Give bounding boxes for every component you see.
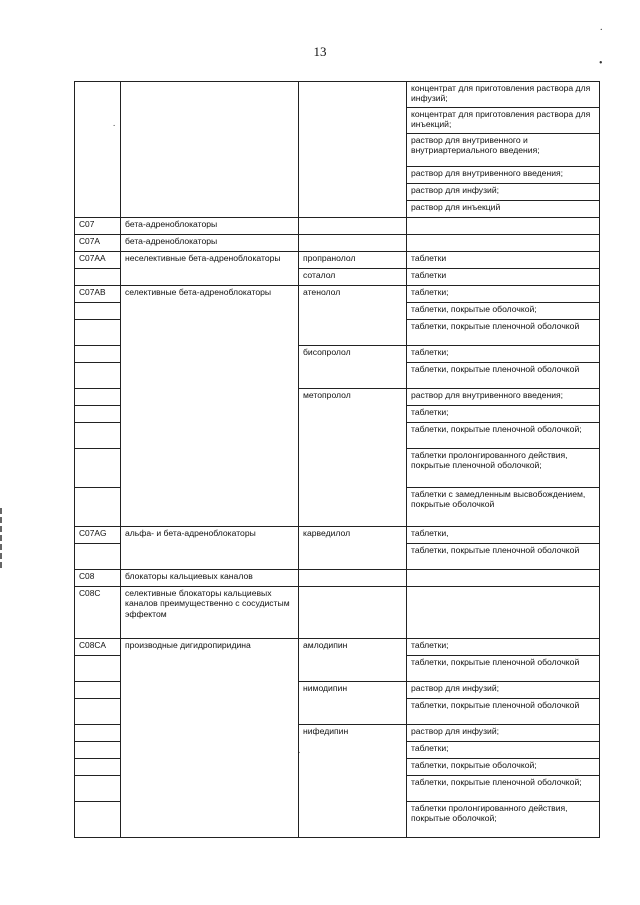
form-cell: таблетки, покрытые пленочной оболочкой [407, 544, 600, 570]
drug-classification-table [74, 81, 600, 838]
inn-cell [299, 587, 407, 639]
form-cell: таблетки, покрытые пленочной оболочкой; [407, 776, 600, 802]
stray-dot: . [298, 745, 301, 755]
form-cell: раствор для инъекций [407, 201, 600, 218]
name-cell: селективные блокаторы кальциевых каналов преимущественно с сосудистым эффектом [121, 587, 299, 639]
inn-cell: амлодипин [299, 639, 407, 682]
code-cell: C07AB [75, 286, 121, 303]
code-cell [75, 82, 121, 218]
form-cell: таблетки, покрытые пленочной оболочкой [407, 656, 600, 682]
scan-mark: • [599, 58, 603, 69]
inn-cell: пропранолол [299, 252, 407, 269]
table-row [75, 235, 600, 252]
inn-cell: карведилол [299, 527, 407, 570]
inn-cell: атенолол [299, 286, 407, 346]
form-cell: раствор для инфузий; [407, 725, 600, 742]
code-cell [75, 776, 121, 802]
form-cell: таблетки; [407, 639, 600, 656]
code-cell [75, 656, 121, 682]
code-cell: C07A [75, 235, 121, 252]
form-cell: таблетки [407, 269, 600, 286]
form-cell: таблетки, [407, 527, 600, 544]
code-cell [75, 699, 121, 725]
code-cell [75, 346, 121, 363]
inn-cell [299, 235, 407, 252]
code-cell [75, 488, 121, 527]
form-cell: таблетки пролонгированного действия, покрытые пленочной оболочкой; [407, 449, 600, 488]
code-cell [75, 303, 121, 320]
form-cell [407, 587, 600, 639]
form-cell: таблетки; [407, 286, 600, 303]
code-cell [75, 544, 121, 570]
code-cell: C08 [75, 570, 121, 587]
form-cell: раствор для инфузий; [407, 682, 600, 699]
form-cell: таблетки, покрытые оболочкой; [407, 303, 600, 320]
form-cell: таблетки, покрытые пленочной оболочкой [407, 320, 600, 346]
code-cell [75, 725, 121, 742]
form-cell: таблетки; [407, 406, 600, 423]
form-cell: таблетки, покрытые пленочной оболочкой; [407, 423, 600, 449]
stray-dot: . [113, 118, 116, 128]
name-cell: бета-адреноблокаторы [121, 235, 299, 252]
form-cell: таблетки пролонгированного действия, покрытые оболочкой; [407, 802, 600, 838]
table-row [75, 587, 600, 639]
table-row [75, 82, 600, 108]
form-cell [407, 235, 600, 252]
table-row [75, 286, 600, 303]
table-body [75, 82, 600, 838]
form-cell: таблетки [407, 252, 600, 269]
code-cell [75, 269, 121, 286]
code-cell [75, 406, 121, 423]
code-cell [75, 759, 121, 776]
table-row [75, 527, 600, 544]
form-cell: таблетки с замедленным высвобождением, покрытые оболочкой [407, 488, 600, 527]
form-cell: раствор для внутривенного и внутриартериального введения; [407, 134, 600, 167]
name-cell: производные дигидропиридина [121, 639, 299, 838]
code-cell: C07 [75, 218, 121, 235]
name-cell [121, 82, 299, 218]
code-cell [75, 802, 121, 838]
page-number: 13 [313, 44, 327, 59]
table-row [75, 639, 600, 656]
form-cell [407, 570, 600, 587]
form-cell [407, 218, 600, 235]
scan-mark: . [600, 22, 603, 33]
code-cell [75, 449, 121, 488]
form-cell: концентрат для приготовления раствора для инфузий; [407, 82, 600, 108]
code-cell [75, 682, 121, 699]
form-cell: таблетки, покрытые оболочкой; [407, 759, 600, 776]
form-cell: раствор для внутривенного введения; [407, 167, 600, 184]
name-cell: селективные бета-адреноблокаторы [121, 286, 299, 527]
scan-edge-artifact [0, 508, 2, 568]
name-cell: бета-адреноблокаторы [121, 218, 299, 235]
code-cell [75, 320, 121, 346]
inn-cell: бисопролол [299, 346, 407, 389]
code-cell [75, 423, 121, 449]
form-cell: таблетки, покрытые пленочной оболочкой [407, 363, 600, 389]
inn-cell [299, 218, 407, 235]
code-cell [75, 742, 121, 759]
inn-cell: нимодипин [299, 682, 407, 725]
inn-cell: нифедипин [299, 725, 407, 838]
code-cell: C08C [75, 587, 121, 639]
form-cell: концентрат для приготовления раствора для инъекций; [407, 108, 600, 134]
inn-cell: соталол [299, 269, 407, 286]
name-cell: неселективные бета-адреноблокаторы [121, 252, 299, 286]
table-row [75, 570, 600, 587]
code-cell [75, 363, 121, 389]
form-cell: раствор для инфузий; [407, 184, 600, 201]
form-cell: таблетки; [407, 346, 600, 363]
code-cell: C07AG [75, 527, 121, 544]
inn-cell: метопролол [299, 389, 407, 527]
table-row [75, 252, 600, 269]
form-cell: таблетки, покрытые пленочной оболочкой [407, 699, 600, 725]
inn-cell [299, 82, 407, 218]
code-cell [75, 389, 121, 406]
name-cell: альфа- и бета-адреноблокаторы [121, 527, 299, 570]
name-cell: блокаторы кальциевых каналов [121, 570, 299, 587]
form-cell: раствор для внутривенного введения; [407, 389, 600, 406]
inn-cell [299, 570, 407, 587]
table-row [75, 218, 600, 235]
form-cell: таблетки; [407, 742, 600, 759]
code-cell: C08CA [75, 639, 121, 656]
code-cell: C07AA [75, 252, 121, 269]
